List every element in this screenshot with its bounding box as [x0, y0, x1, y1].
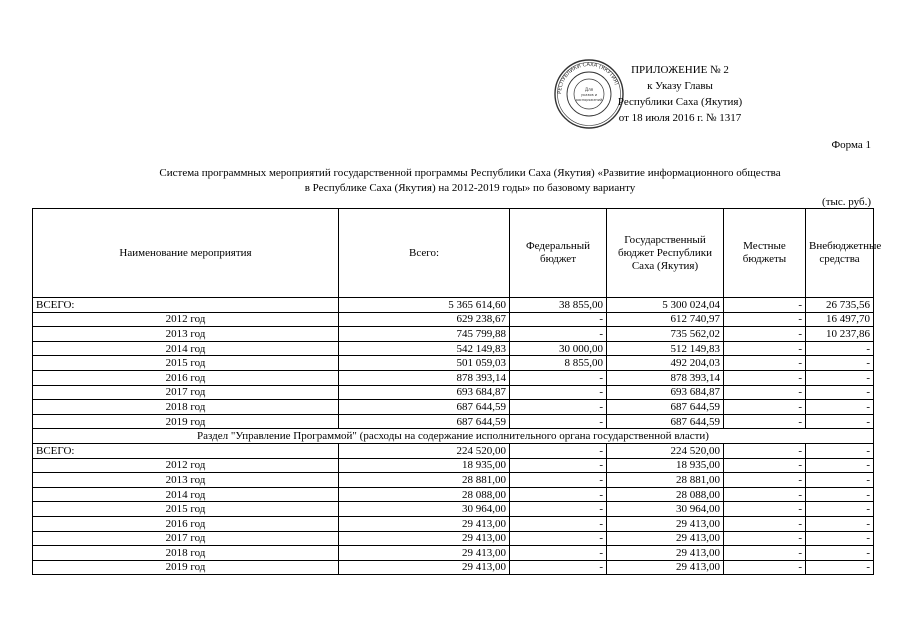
seal-center-line-3: распоряжений: [575, 98, 603, 102]
cell-activity-name: 2018 год: [33, 400, 339, 415]
cell-federal: -: [510, 400, 607, 415]
column-header-local: Местные бюджеты: [724, 209, 806, 298]
cell-state: 29 413,00: [607, 516, 724, 531]
cell-state: 29 413,00: [607, 560, 724, 575]
table-row-total: [33, 298, 874, 313]
table-row-year: [33, 356, 874, 371]
cell-state: 29 413,00: [607, 546, 724, 561]
cell-total: 878 393,14: [339, 370, 510, 385]
cell-local: -: [724, 473, 806, 488]
cell-total: 18 935,00: [339, 458, 510, 473]
cell-total: 693 684,87: [339, 385, 510, 400]
cell-activity-name: 2017 год: [33, 385, 339, 400]
cell-total: 224 520,00: [339, 443, 510, 458]
cell-local: -: [724, 531, 806, 546]
cell-federal: -: [510, 385, 607, 400]
cell-activity-name: 2012 год: [33, 312, 339, 327]
cell-state: 224 520,00: [607, 443, 724, 458]
form-label: Форма 1: [831, 139, 871, 151]
cell-activity-name: 2015 год: [33, 502, 339, 517]
cell-activity-name: 2019 год: [33, 414, 339, 429]
cell-state: 878 393,14: [607, 370, 724, 385]
document-title-line-1: Система программных мероприятий государственной программы Республики Саха (Якутия) «Развитие информационного общества: [159, 167, 781, 179]
cell-local: -: [724, 327, 806, 342]
cell-federal: -: [510, 546, 607, 561]
cell-local: -: [724, 502, 806, 517]
cell-activity-name: 2017 год: [33, 531, 339, 546]
cell-total: 29 413,00: [339, 516, 510, 531]
column-header-total: Всего:: [339, 209, 510, 298]
table-row-year: [33, 531, 874, 546]
cell-local: -: [724, 414, 806, 429]
cell-local: -: [724, 516, 806, 531]
cell-federal: 30 000,00: [510, 341, 607, 356]
section-row: [33, 429, 874, 444]
appendix-line: к Указу Главы: [647, 80, 713, 92]
table-row-year: [33, 502, 874, 517]
cell-total: 629 238,67: [339, 312, 510, 327]
cell-federal: -: [510, 531, 607, 546]
table-row-year: [33, 370, 874, 385]
cell-activity-name: 2013 год: [33, 473, 339, 488]
document-title-line-2: в Республике Саха (Якутия) на 2012-2019 годы» по базовому варианту: [304, 182, 636, 194]
cell-federal: -: [510, 458, 607, 473]
cell-state: 5 300 024,04: [607, 298, 724, 313]
cell-federal: 8 855,00: [510, 356, 607, 371]
cell-federal: 38 855,00: [510, 298, 607, 313]
table-row-year: [33, 473, 874, 488]
cell-total: 687 644,59: [339, 414, 510, 429]
cell-extrabudget: -: [806, 458, 874, 473]
cell-local: -: [724, 487, 806, 502]
cell-extrabudget: -: [806, 531, 874, 546]
units-label: (тыс. руб.): [822, 196, 871, 208]
table-row-year: [33, 546, 874, 561]
cell-local: -: [724, 400, 806, 415]
table-row-year: [33, 400, 874, 415]
cell-total: 542 149,83: [339, 341, 510, 356]
cell-local: -: [724, 370, 806, 385]
appendix-line: от 18 июля 2016 г. № 1317: [618, 112, 742, 124]
cell-total: 745 799,88: [339, 327, 510, 342]
cell-extrabudget: -: [806, 560, 874, 575]
table-row-total: [33, 443, 874, 458]
cell-activity-name: 2012 год: [33, 458, 339, 473]
cell-local: -: [724, 458, 806, 473]
cell-state: 687 644,59: [607, 400, 724, 415]
cell-activity-name: 2015 год: [33, 356, 339, 371]
cell-total: 28 881,00: [339, 473, 510, 488]
cell-extrabudget: -: [806, 502, 874, 517]
appendix-block: [600, 62, 760, 126]
appendix-line: Республики Саха (Якутия): [617, 96, 743, 108]
column-header-extrabudget: Внебюджетные средства: [806, 209, 874, 298]
cell-activity-name: 2016 год: [33, 370, 339, 385]
cell-state: 18 935,00: [607, 458, 724, 473]
cell-local: -: [724, 385, 806, 400]
cell-extrabudget: -: [806, 400, 874, 415]
cell-federal: -: [510, 312, 607, 327]
seal-outer-text: РЕСПУБЛИКИ САХА (ЯКУТИЯ): [556, 61, 620, 95]
cell-local: -: [724, 560, 806, 575]
cell-state: 735 562,02: [607, 327, 724, 342]
cell-state: 492 204,03: [607, 356, 724, 371]
cell-state: 28 088,00: [607, 487, 724, 502]
cell-local: -: [724, 356, 806, 371]
table-row-year: [33, 385, 874, 400]
cell-extrabudget: -: [806, 356, 874, 371]
cell-federal: -: [510, 414, 607, 429]
cell-state: 29 413,00: [607, 531, 724, 546]
cell-extrabudget: -: [806, 414, 874, 429]
cell-activity-name: 2013 год: [33, 327, 339, 342]
table-body: [33, 298, 874, 575]
cell-state: 28 881,00: [607, 473, 724, 488]
cell-federal: -: [510, 327, 607, 342]
cell-total: 29 413,00: [339, 560, 510, 575]
cell-extrabudget: -: [806, 341, 874, 356]
section-title: Раздел "Управление Программой" (расходы на содержание исполнительного органа государственной власти): [33, 429, 874, 444]
column-header-federal: Федеральный бюджет: [510, 209, 607, 298]
cell-state: 687 644,59: [607, 414, 724, 429]
cell-total: 501 059,03: [339, 356, 510, 371]
cell-federal: -: [510, 502, 607, 517]
cell-state: 30 964,00: [607, 502, 724, 517]
table-row-year: [33, 487, 874, 502]
seal-center-line-1: Для: [584, 87, 594, 92]
cell-activity-name: 2014 год: [33, 487, 339, 502]
cell-federal: -: [510, 370, 607, 385]
cell-activity-name: ВСЕГО:: [33, 298, 339, 313]
cell-extrabudget: -: [806, 473, 874, 488]
cell-total: 687 644,59: [339, 400, 510, 415]
cell-federal: -: [510, 473, 607, 488]
cell-federal: -: [510, 443, 607, 458]
cell-extrabudget: 16 497,70: [806, 312, 874, 327]
cell-activity-name: 2014 год: [33, 341, 339, 356]
cell-total: 5 365 614,60: [339, 298, 510, 313]
cell-state: 612 740,97: [607, 312, 724, 327]
cell-local: -: [724, 312, 806, 327]
column-header-state: Государственный бюджет Республики Саха (Якутия): [607, 209, 724, 298]
cell-total: 29 413,00: [339, 531, 510, 546]
cell-local: -: [724, 443, 806, 458]
program-activities-table: [32, 208, 882, 575]
cell-local: -: [724, 298, 806, 313]
cell-state: 693 684,87: [607, 385, 724, 400]
cell-extrabudget: -: [806, 385, 874, 400]
cell-total: 29 413,00: [339, 546, 510, 561]
cell-state: 512 149,83: [607, 341, 724, 356]
cell-extrabudget: 10 237,86: [806, 327, 874, 342]
seal-center-line-2: указов и: [580, 93, 598, 97]
cell-federal: -: [510, 487, 607, 502]
cell-activity-name: 2019 год: [33, 560, 339, 575]
cell-extrabudget: -: [806, 370, 874, 385]
cell-local: -: [724, 341, 806, 356]
cell-activity-name: ВСЕГО:: [33, 443, 339, 458]
cell-extrabudget: -: [806, 516, 874, 531]
column-header-name: Наименование мероприятия: [33, 209, 339, 298]
table-row-year: [33, 341, 874, 356]
table-row-year: [33, 312, 874, 327]
cell-extrabudget: 26 735,56: [806, 298, 874, 313]
table-row-year: [33, 560, 874, 575]
cell-extrabudget: -: [806, 546, 874, 561]
document-title: [100, 166, 840, 196]
table-row-year: [33, 516, 874, 531]
table-row-year: [33, 327, 874, 342]
cell-federal: -: [510, 516, 607, 531]
cell-activity-name: 2018 год: [33, 546, 339, 561]
cell-local: -: [724, 546, 806, 561]
cell-total: 30 964,00: [339, 502, 510, 517]
cell-total: 28 088,00: [339, 487, 510, 502]
appendix-line: ПРИЛОЖЕНИЕ № 2: [631, 64, 729, 76]
table-row-year: [33, 458, 874, 473]
cell-extrabudget: -: [806, 443, 874, 458]
cell-activity-name: 2016 год: [33, 516, 339, 531]
table-header-row: [33, 209, 874, 298]
table-row-year: [33, 414, 874, 429]
cell-extrabudget: -: [806, 487, 874, 502]
cell-federal: -: [510, 560, 607, 575]
